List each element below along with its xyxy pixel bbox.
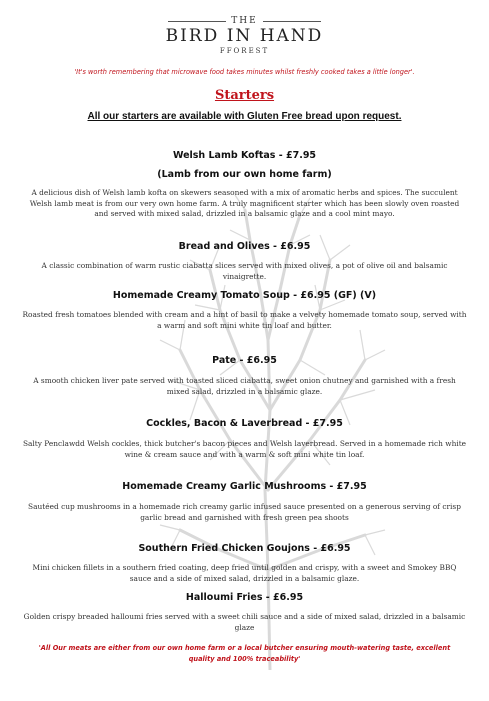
item-description: Roasted fresh tomatoes blended with cream and a hint of basil to make a velvety homemade tomato soup, served with a warm and soft mini white tin loaf and butter.	[22, 310, 467, 330]
item-subtitle: (Lamb from our own home farm)	[157, 169, 332, 180]
item-description: Golden crispy breaded halloumi fries served with a sweet chili sauce and a side of mixed salad, drizzled in a balsamic glaze	[23, 612, 466, 632]
item-name: Halloumi Fries - £6.95	[185, 592, 304, 603]
item-name: Southern Fried Chicken Goujons - £6.95	[138, 543, 351, 554]
item-description: A smooth chicken liver pate served with toasted sliced ciabatta, sweet onion chutney and garnished with a fresh mixed salad, drizzled in a balsamic glaze.	[33, 376, 456, 396]
item-description: Sautéed cup mushrooms in a homemade rich creamy garlic infused sauce presented on a generous serving of crisp garlic bread and garnished with fresh green pea shoots	[28, 502, 461, 522]
footer-note: 'All Our meats are either from our own home farm or a local butcher ensuring mouth-watering taste, excellent quality and 100% traceability'	[38, 644, 451, 663]
item-name: Bread and Olives - £6.95	[178, 241, 311, 252]
item-name: Homemade Creamy Tomato Soup - £6.95 (GF) (V)	[112, 290, 377, 301]
item-name: Cockles, Bacon & Laverbread - £7.95	[146, 418, 343, 429]
item-name: Pate - £6.95	[212, 355, 277, 366]
item-description: Salty Penclawdd Welsh cockles, thick butcher's bacon pieces and Welsh laverbread. Served in a homemade rich white wine & cream sauce and with a warm & soft mini white tin loaf.	[22, 439, 467, 459]
item-description: A delicious dish of Welsh lamb kofta on skewers seasoned with a mix of aromatic herbs and spices. The succulent Welsh lamb meat is from our very own home farm. A truly magnificent starter which has been slowly oven roasted and served with mixed salad, drizzled in a balsamic glaze and a cool mint mayo.	[29, 188, 460, 218]
item-name: Homemade Creamy Garlic Mushrooms - £7.95	[122, 481, 367, 492]
logo-place: FFOREST	[219, 47, 270, 55]
item-name: Welsh Lamb Koftas - £7.95	[172, 150, 317, 161]
item-description: A classic combination of warm rustic ciabatta slices served with mixed olives, a pot of olive oil and balsamic vinaigrette.	[41, 261, 448, 281]
gluten-free-note: All our starters are available with Gluten Free bread upon request.	[87, 111, 402, 122]
item-description: Mini chicken fillets in a southern fried coating, deep fried until golden and crispy, with a sweet and Smokey BBQ sauce and a side of mixed salad, drizzled in a balsamic glaze.	[32, 563, 457, 583]
logo-name: BIRD IN HAND	[165, 26, 324, 46]
logo-the: THE	[231, 16, 258, 26]
section-title: Starters	[214, 88, 275, 103]
tagline: 'It's worth remembering that microwave food takes minutes whilst freshly cooked takes a little longer'.	[74, 68, 415, 76]
